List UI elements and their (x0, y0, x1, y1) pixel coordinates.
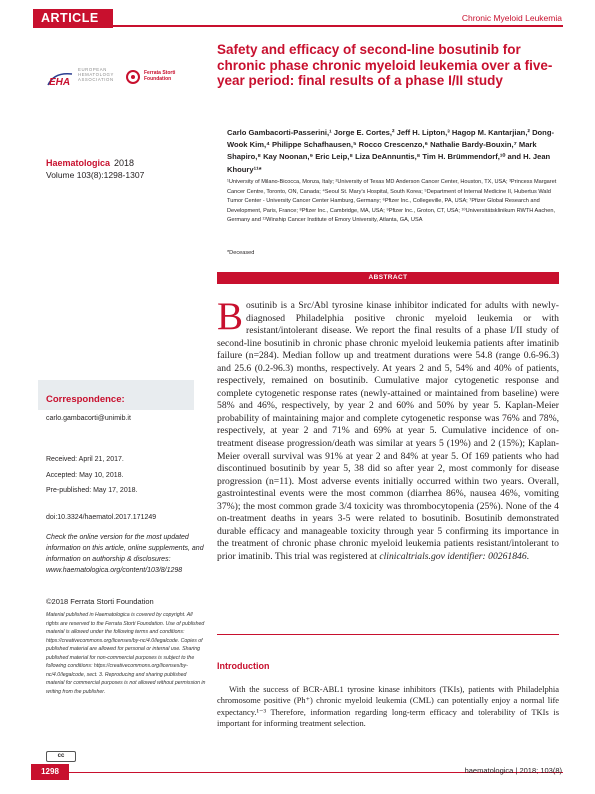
abstract-text: Bosutinib is a Src/Abl tyrosine kinase inhibitor indicated for adults with newly-diagnosed Philadelphia positive chronic myeloid leukemia or with resistant/intolerant disease. We report the final results of a phase I/II study of second-line bosutinib in chronic phase chronic myeloid leukemia patients after imatinib failure (n=284). Median follow up and treatment durations were 54.8 (range 0.6-96.3) and 25.6 (0.2-96.3) months, respectively. At years 2 and 5, 54% and 40% of patients, respectively, remained on bosutinib. Cumulative major cytogenetic response and complete cytogenetic response rates (newly-attained or maintained from baseline) were 58% and 46%, respectively, by year 2 and 60% and 50% by year 5. Kaplan-Meier probability of maintaining major and complete cytogenetic response was 76% and 78%, respectively, at year 2 and 71% and 69% at year 5. Cumulative incidence of on-treatment disease progression/death was similar at years 5 (19%) and 2 (15%); Kaplan-Meier overall survival was 91% at year 2 and 84% at year 5. Of 169 patients who had discontinued bosutinib by year 5, 38 did so after year 2, most commonly for disease progression (n=11). Most adverse events initially occurred within two years. Overall, gastrointestinal events were the most common (diarrhea 86%, nausea 46%, vomiting 37%); the most common grade 3/4 toxicity was thrombocytopenia (25%). None of the 4 on-treatment deaths in years 3-5 were related to bosutinib. Bosutinib demonstrated durable efficacy and manageable toxicity through year 5 confirming its importance in the treatment of chronic phase chronic myeloid leukemia patients resistant/intolerant to prior imatinib. This trial was registered at clinicaltrials.gov identifier: 00261846. (217, 295, 559, 562)
abstract-body: osutinib is a Src/Abl tyrosine kinase inhibitor indicated for adults with newly-diagnosed Philadelphia positive chronic myeloid leukemia or with resistant/intolerant disease. We report the final results of a phase I/II study of second-line bosutinib in chronic phase chronic myeloid leukemia patients after imatinib failure (n=284). Median follow up and treatment durations were 54.8 (range 0.6-96.3) and 25.6 (0.2-96.3) months, respectively. At years 2 and 5, 54% and 40% of patients, respectively, remained on bosutinib. Cumulative major cytogenetic response and complete cytogenetic response rates (newly-attained or maintained from baseline) were 58% and 46%, respectively, by year 2 and 60% and 50% by year 5. Kaplan-Meier probability of maintaining major and complete cytogenetic response was 76% and 78%, respectively, at year 2 and 71% and 69% at year 5. Cumulative incidence of on-treatment disease progression/death was similar at years 5 (19%) and 2 (15%); Kaplan-Meier overall survival was 91% at year 2 and 84% at year 5. Of 169 patients who had discontinued bosutinib by year 5, 38 did so after year 2, most commonly for disease progression (n=11). Most adverse events initially occurred within two years. Overall, gastrointestinal events were the most common (diarrhea 86%, nausea 46%, vomiting 37%); the most common grade 3/4 toxicity was thrombocytopenia (25%). None of the 4 on-treatment deaths in years 3-5 were related to bosutinib. Bosutinib demonstrated durable efficacy and manageable toxicity through year 5 confirming its importance in the treatment of chronic phase chronic myeloid leukemia patients resistant/intolerant to prior imatinib. This trial was registered at (217, 300, 559, 562)
creative-commons-icon: cc (46, 751, 76, 762)
fsf-logo-icon (126, 70, 140, 84)
running-head: Chronic Myeloid Leukemia (461, 13, 562, 23)
publisher-logos (46, 62, 206, 96)
author-list: Carlo Gambacorti-Passerini,¹ Jorge E. Cortes,² Jeff H. Lipton,³ Hagop M. Kantarjian,² Dong-Wook Kim,⁴ Philippe Schafhausen,⁵ Rocco Crescenzo,⁶ Nathalie Bardy-Bouxin,⁷ Mark Shapiro,⁸ Kay Noonan,⁹ Eric Leip,⁸ Liza DeAnnuntis,⁸ Tim H. Brümmendorf,¹⁰ and H. Jean Khoury¹¹* (227, 128, 554, 174)
section-tag: ARTICLE (33, 9, 113, 28)
deceased-note: *Deceased (227, 250, 255, 256)
eha-logo-text: EUROPEAN HEMATOLOGY ASSOCIATION (78, 67, 114, 83)
fsf-logo-text: Ferrata Storti Foundation (144, 70, 176, 82)
affiliations: ¹University of Milano-Bicocca, Monza, Italy; ²University of Texas MD Anderson Cancer Center, Houston, TX, USA; ³Princess Margaret Cancer Centre, Toronto, ON, Canada; ⁴Seoul St. Mary's Hospital, South Korea; ⁵Department of Internal Medicine II, Hubertus Wald Tumor Center - University Cancer Center Hamburg, Germany; ⁶Pfizer Inc., Collegeville, PA, USA; ⁷Pfizer Global Research and Development, Paris, France; ⁸Pfizer Inc., Cambridge, MA, USA; ⁹Pfizer Inc., Groton, CT, USA; ¹⁰Universitätsklinikum RWTH Aachen, Germany and ¹¹Winship Cancer Institute of Emory University, Atlanta, GA, USA (227, 179, 557, 223)
received-date: Received: April 21, 2017. (46, 456, 124, 463)
correspondence-title: Correspondence: (46, 394, 125, 405)
eha-logo-icon (46, 70, 74, 88)
introduction-heading: Introduction (217, 661, 270, 671)
copyright: ©2018 Ferrata Storti Foundation (46, 597, 154, 606)
header-rule (113, 25, 563, 27)
online-version-note: Check the online version for the most updated information on this article, online supplements, and information on authorship & disclosures: www.haematologica.org/content/103/8/1298 (46, 534, 204, 574)
abstract-rule (217, 634, 559, 635)
prepublished-date: Pre-published: May 17, 2018. (46, 487, 138, 494)
journal-name: Haematologica 2018 (46, 158, 135, 168)
article-title: Safety and efficacy of second-line bosutinib for chronic phase chronic myeloid leukemia over a five-year period: final results of a phase I/II study (217, 42, 553, 88)
trial-registry[interactable]: clinicaltrials.gov identifier: 00261846 (379, 550, 527, 562)
doi[interactable]: doi:10.3324/haematol.2017.171249 (46, 514, 157, 521)
svg-text:EHA: EHA (49, 77, 71, 88)
journal-reference: haematologica | 2018; 103(8) (464, 766, 562, 775)
license-text: Material published in Haematologica is covered by copyright. All rights are reserved to the Ferrata Storti Foundation. Use of published material is allowed under the following terms and conditions: https://creativecommons.org/licenses/by-nc/4.0/legalcode. Copies of published material are allowed for personal or internal use. Sharing published material for non-commercial purposes is subject to the following conditions: https://creativecommons.org/licenses/by-nc/4.0/legalcode, sect. 3. Reproducing and sharing published material for commercial purposes is not allowed without permission in writing from the publisher. (46, 612, 206, 695)
abstract-dropcap: B (217, 295, 244, 338)
accepted-date: Accepted: May 10, 2018. (46, 471, 124, 479)
article-dates (46, 452, 137, 499)
abstract-label: ABSTRACT (217, 272, 559, 284)
correspondence-email[interactable]: carlo.gambacorti@unimib.it (46, 415, 131, 422)
page-number: 1298 (31, 764, 69, 780)
introduction-text: With the success of BCR-ABL1 tyrosine kinase inhibitors (TKIs), patients with Philadelphia chromosome positive (Ph⁺) chronic myeloid leukemia (CML) can potentially enjoy a normal life expectancy.¹⁻³ Therefore, information regarding long-term efficacy and tolerability of TKIs is important for informing treatment selection. (217, 684, 559, 728)
journal-volume: Volume 103(8):1298-1307 (46, 170, 145, 180)
